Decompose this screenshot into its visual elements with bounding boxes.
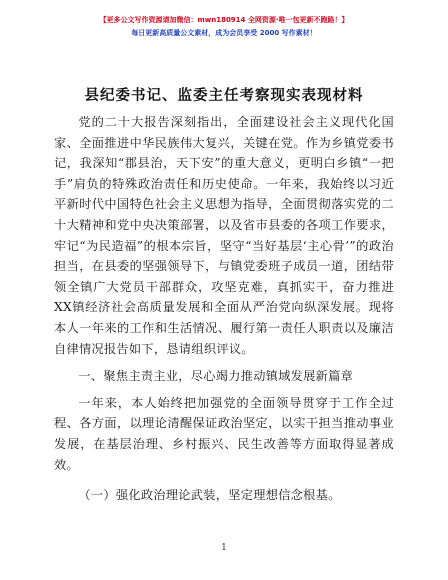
- document-title: 县纪委书记、监委主任考察现实表现材料: [84, 88, 364, 104]
- intro-paragraph: 党的二十大报告深刻指出，全面建设社会主义现代化国家、全面推进中华民族伟大复兴，关键在党。作为乡镇党委书记，我深知“郡县治，天下安”的重大意义，更明白乡镇“一把手”肩负的特殊政治责任和历史使命。一年来，我始终以习近平新时代中国特色社会主义思想为指导，全面贯彻落实党的二十大精神和党中央决策部署，以及省市县委的各项工作要求，牢记“为民造福”的根本宗旨，坚守“当好基层‘主心骨’”的政治担当，在县委的坚强领导下，与镇党委班子成员一道，团结带领全镇广大党员干部群众，攻坚克难，真抓实干，奋力推进XX镇经济社会高质量发展和全面从严治党向纵深发展。现将本人一年来的工作和生活情况、履行第一责任人职责以及廉洁自律情况报告如下，恳请组织评议。: [54, 115, 394, 356]
- section-1-paragraph: 一年来，本人始终把加强党的全面领导贯穿于工作全过程、各方面，以理论清醒保证政治坚定，以实干担当推动事业发展，在基层治理、乡村振兴、民生改善等方面取得显著成效。: [54, 395, 394, 472]
- section-heading-1: 一、聚焦主责主业，尽心竭力推动镇域发展新篇章: [78, 369, 354, 384]
- promo-banner: [0, 14, 448, 40]
- page-number: 1: [221, 543, 227, 553]
- subsection-heading-1: （一）强化政治理论武装，坚定理想信念根基。: [78, 488, 341, 503]
- promo-banner-line-1: 【更多公文写作资源请加微信：mwn180914 全网资源·唯一包更新不跑路！】: [99, 16, 349, 24]
- promo-banner-line-2: 每日更新高质量公文素材，成为会员享受 2000 写作素材！: [131, 29, 317, 37]
- document-body: [54, 112, 394, 506]
